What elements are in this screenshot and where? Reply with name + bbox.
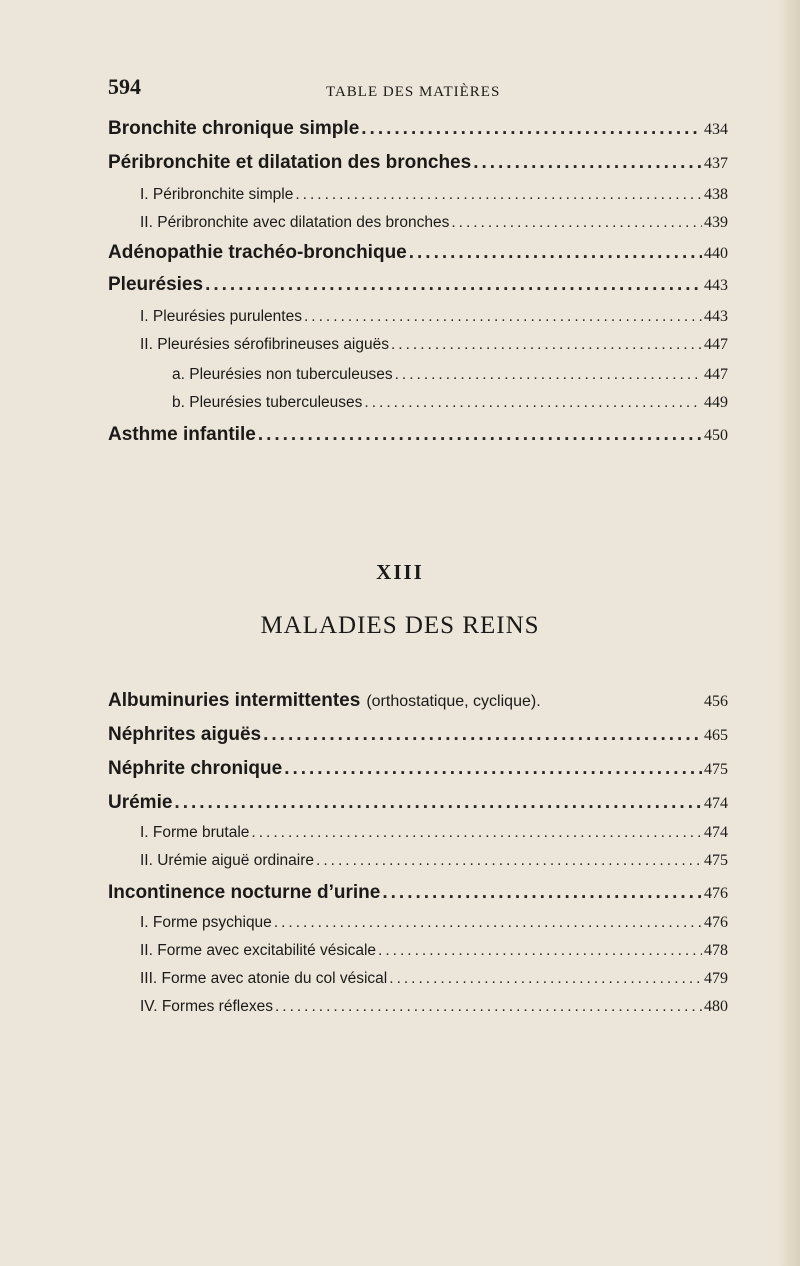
leader-dots xyxy=(378,942,702,960)
toc-entry xyxy=(140,942,728,960)
toc-entry-page: 465 xyxy=(704,727,728,744)
toc-entry-page: 478 xyxy=(704,942,728,959)
leader-dots xyxy=(382,882,702,904)
toc-entry-page: 479 xyxy=(704,970,728,987)
toc-entry-page: 476 xyxy=(704,885,728,902)
toc-entry-label: I. Forme brutale xyxy=(140,824,250,841)
toc-entry xyxy=(172,394,728,412)
toc-entry xyxy=(108,118,728,140)
toc-entry-label: II. Pleurésies sérofibrineuses aiguës xyxy=(140,336,389,353)
toc-entry xyxy=(140,214,728,232)
toc-entry-label: b. Pleurésies tuberculeuses xyxy=(172,394,363,411)
toc-entry-page: 480 xyxy=(704,998,728,1015)
toc-entry-label: Péribronchite et dilatation des bronches xyxy=(108,152,472,173)
toc-entry-label: Albuminuries intermittentes xyxy=(108,690,361,711)
leader-dots xyxy=(391,336,702,354)
toc-entry-label: a. Pleurésies non tuberculeuses xyxy=(172,366,393,383)
leader-dots xyxy=(361,118,702,140)
toc-entry xyxy=(108,882,728,904)
toc-entry xyxy=(140,970,728,988)
toc-entry xyxy=(108,758,728,780)
toc-entry-label: Néphrite chronique xyxy=(108,758,283,779)
leader-dots xyxy=(274,914,702,932)
page-number: 594 xyxy=(108,74,141,99)
toc-entry xyxy=(172,366,728,384)
leader-dots xyxy=(316,852,702,870)
toc-entry xyxy=(140,852,728,870)
section-title: MALADIES DES REINS xyxy=(260,612,540,639)
leader-dots xyxy=(409,242,702,264)
leader-dots xyxy=(473,152,702,174)
toc-entry-label: II. Péribronchite avec dilatation des bronches xyxy=(140,214,450,231)
toc-entry-label: Incontinence nocturne d’urine xyxy=(108,882,381,903)
toc-entry xyxy=(108,690,728,712)
toc-entry-label: Pleurésies xyxy=(108,274,204,295)
leader-dots xyxy=(263,724,702,746)
toc-entry-page: 474 xyxy=(704,795,728,812)
toc-entry-label: Asthme infantile xyxy=(108,424,256,445)
toc-entry-page: 456 xyxy=(704,693,728,710)
toc-entry-label: I. Forme psychique xyxy=(140,914,272,931)
leader-dots xyxy=(389,970,702,988)
toc-entry-page: 437 xyxy=(704,155,728,172)
toc-entry xyxy=(108,424,728,446)
leader-dots xyxy=(251,824,702,842)
toc-entry xyxy=(108,274,728,296)
toc-entry-page: 439 xyxy=(704,214,728,231)
toc-entry-page: 440 xyxy=(704,245,728,262)
toc-entry-page: 449 xyxy=(704,394,728,411)
leader-dots xyxy=(451,214,702,232)
toc-entry-page: 434 xyxy=(704,121,728,138)
leader-dots xyxy=(275,998,702,1016)
leader-dots xyxy=(258,424,702,446)
toc-entry-page: 447 xyxy=(704,366,728,383)
leader-dots xyxy=(284,758,702,780)
toc-entry-label: II. Urémie aiguë ordinaire xyxy=(140,852,315,869)
toc-entry-label: Adénopathie trachéo-bronchique xyxy=(108,242,407,263)
toc-entry-page: 474 xyxy=(704,824,728,841)
toc-entry xyxy=(108,724,728,746)
toc-entry-label: III. Forme avec atonie du col vésical xyxy=(140,970,388,987)
toc-entry-label: Bronchite chronique simple xyxy=(108,118,360,139)
page-header xyxy=(108,74,724,108)
toc-entry xyxy=(108,152,728,174)
leader-dots xyxy=(395,366,702,384)
toc-entry xyxy=(140,914,728,932)
leader-dots xyxy=(295,186,702,204)
leader-dots xyxy=(174,792,702,814)
toc-entry-page: 447 xyxy=(704,336,728,353)
leader-dots xyxy=(304,308,702,326)
toc-entry xyxy=(140,308,728,326)
toc-entry-label: I. Péribronchite simple xyxy=(140,186,294,203)
section-number: XIII xyxy=(376,560,424,584)
toc-entry xyxy=(140,824,728,842)
toc-entry-page: 443 xyxy=(704,308,728,325)
toc-entry-page: 443 xyxy=(704,277,728,294)
toc-entry-note: (orthostatique, cyclique). xyxy=(366,693,541,710)
leader-dots xyxy=(364,394,702,412)
toc-entry-label: Néphrites aiguës xyxy=(108,724,262,745)
toc-entry-label: II. Forme avec excitabilité vésicale xyxy=(140,942,377,959)
toc-entry-page: 475 xyxy=(704,761,728,778)
toc-entry xyxy=(140,336,728,354)
toc-entry xyxy=(108,242,728,264)
toc-entry-label: Urémie xyxy=(108,792,173,813)
toc-entry xyxy=(108,792,728,814)
toc-entry-label: I. Pleurésies purulentes xyxy=(140,308,302,325)
toc-entry-page: 450 xyxy=(704,427,728,444)
leader-dots xyxy=(205,274,702,296)
toc-entry-page: 475 xyxy=(704,852,728,869)
toc-entry-label: IV. Formes réflexes xyxy=(140,998,273,1015)
toc-entry xyxy=(140,998,728,1016)
toc-entry-page: 476 xyxy=(704,914,728,931)
running-head: TABLE DES MATIÈRES xyxy=(326,84,501,100)
toc-entry xyxy=(140,186,728,204)
toc-entry-page: 438 xyxy=(704,186,728,203)
